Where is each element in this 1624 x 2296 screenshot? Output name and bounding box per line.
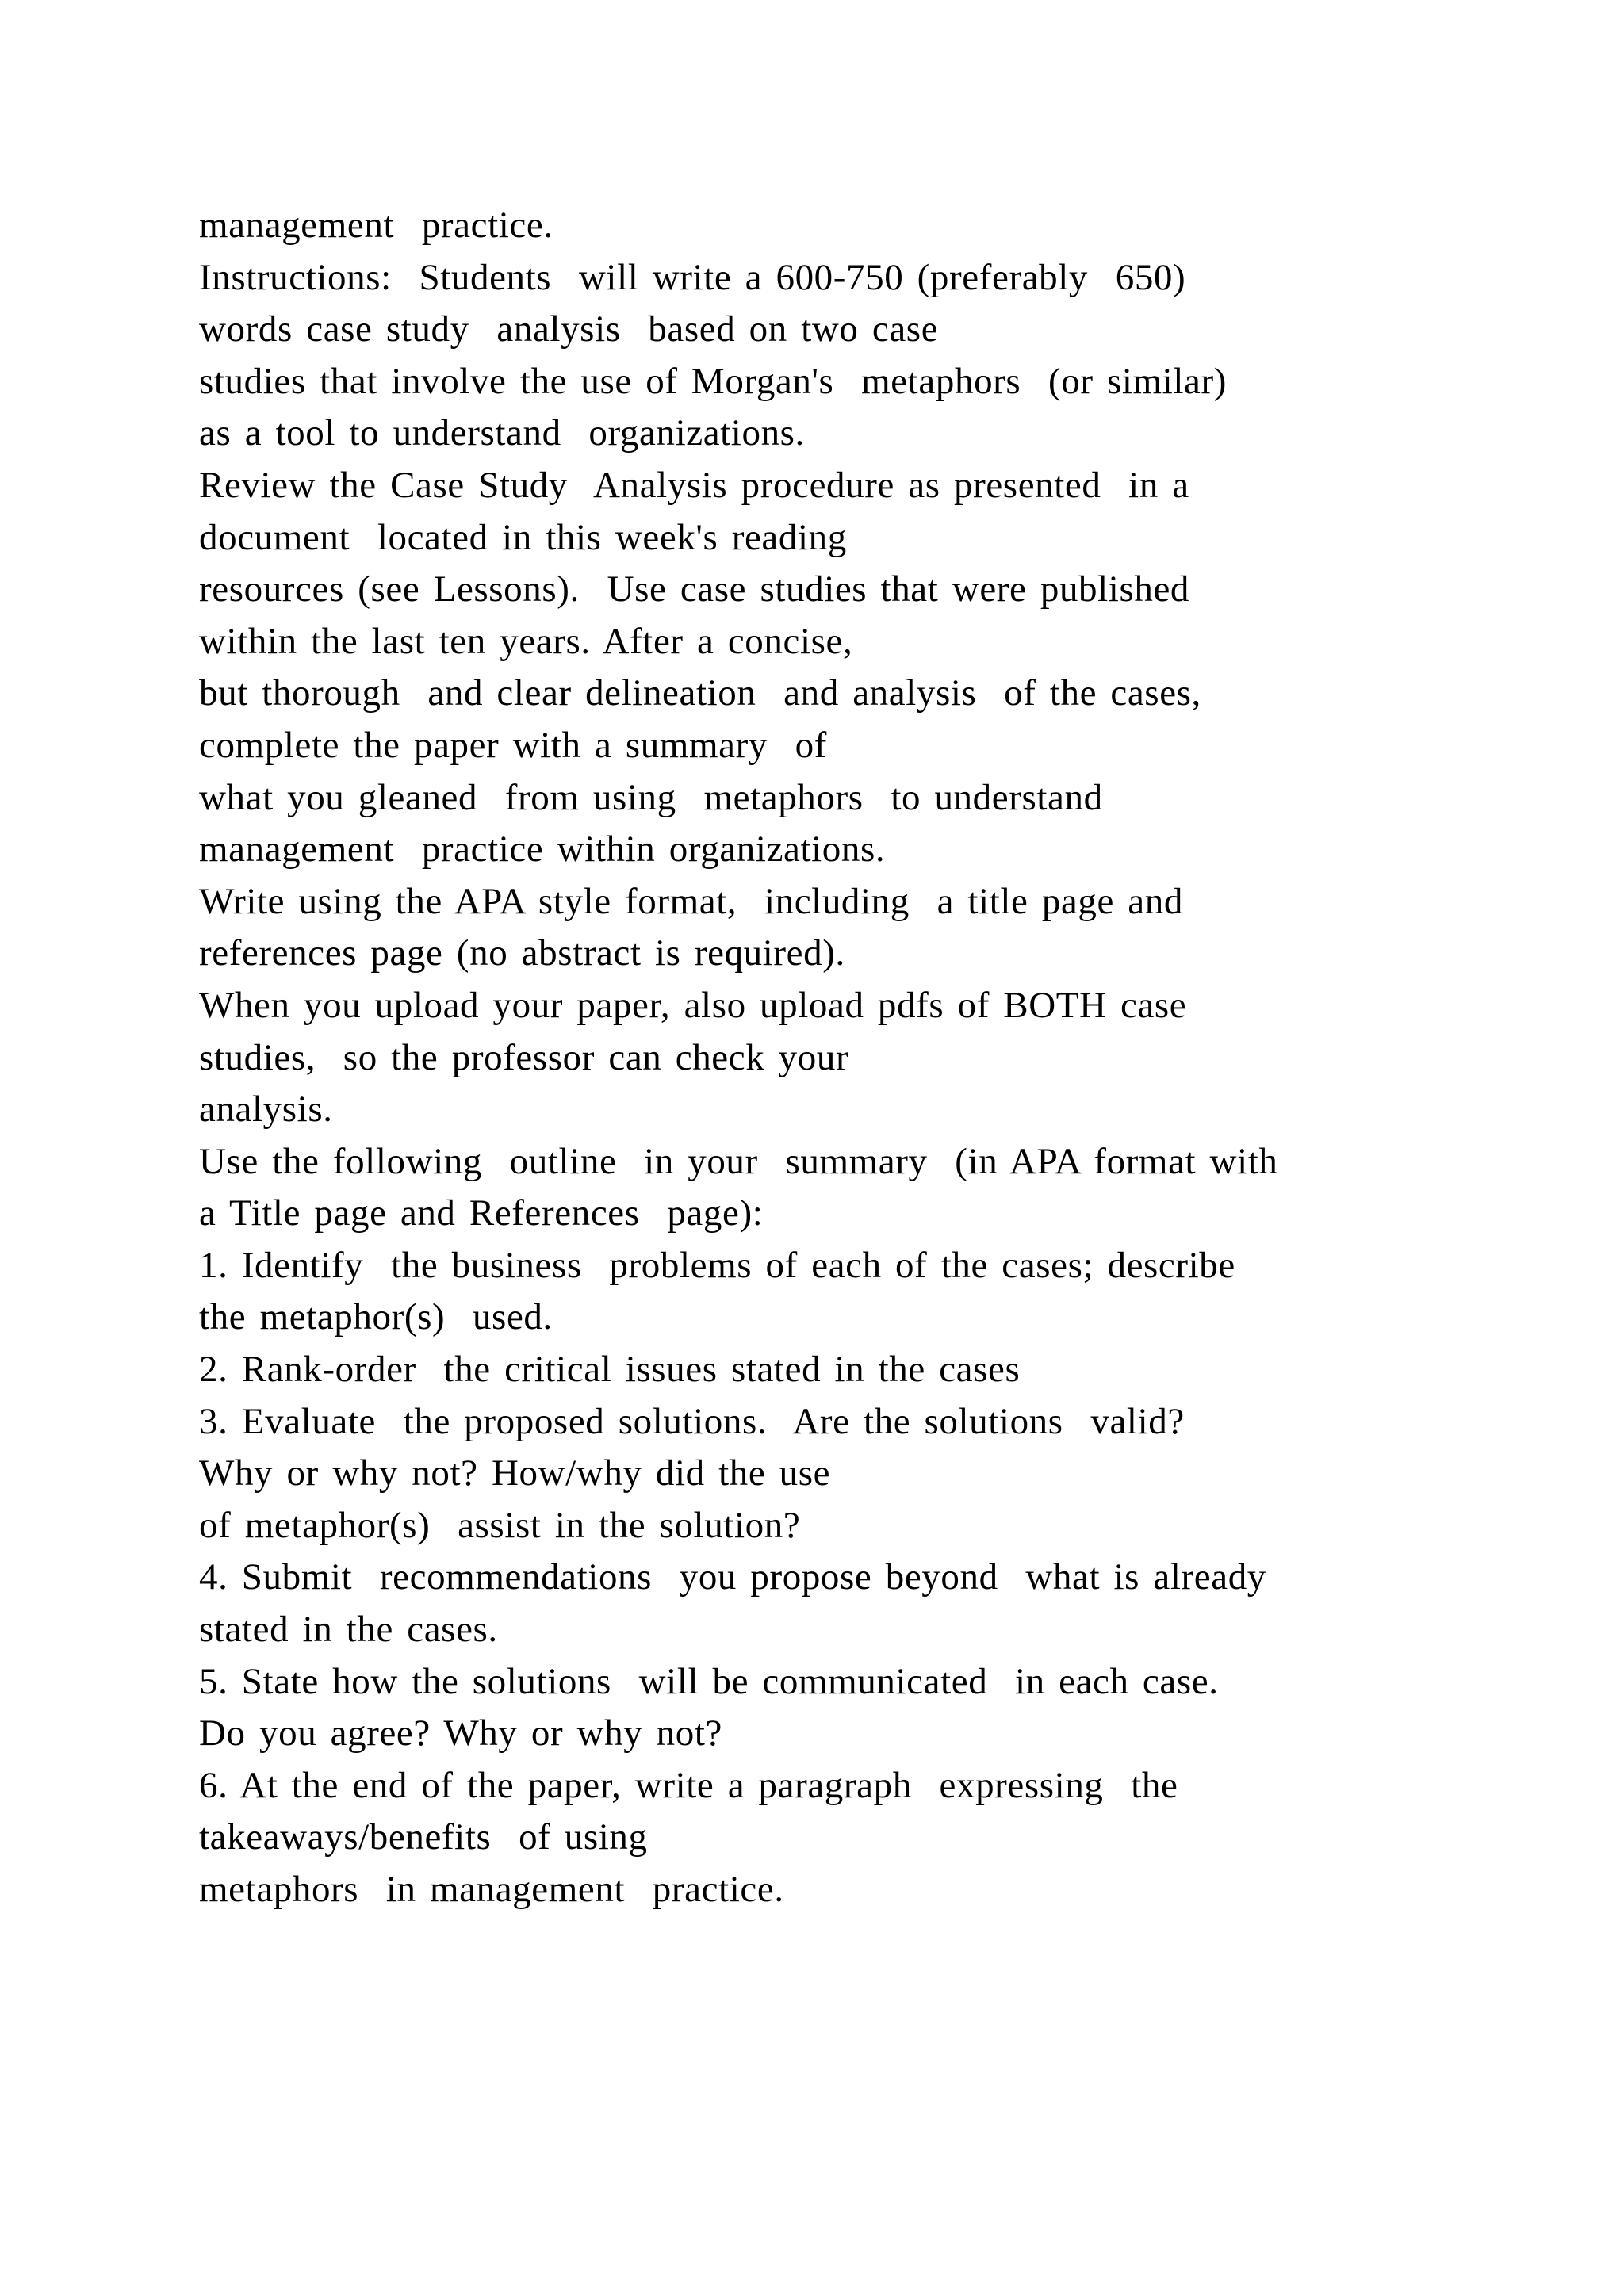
- text-line: management practice.: [199, 205, 553, 246]
- text-line: as a tool to understand organizations.: [199, 412, 805, 454]
- text-line: studies, so the professor can check your: [199, 1036, 849, 1078]
- text-line: Review the Case Study Analysis procedure as presented in a: [199, 464, 1189, 506]
- text-line: complete the paper with a summary of: [199, 724, 827, 766]
- text-line: Instructions: Students will write a 600-750 (preferably 650): [199, 256, 1186, 298]
- text-line: Use the following outline in your summary (in APA format with: [199, 1140, 1278, 1182]
- text-line: a Title page and References page):: [199, 1192, 764, 1234]
- text-line: 3. Evaluate the proposed solutions. Are the solutions valid?: [199, 1400, 1185, 1442]
- text-line: When you upload your paper, also upload pdfs of BOTH case: [199, 984, 1187, 1026]
- text-line: metaphors in management practice.: [199, 1869, 784, 1910]
- text-line: the metaphor(s) used.: [199, 1296, 553, 1338]
- document-body: [199, 200, 1547, 1916]
- text-line: document located in this week's reading: [199, 516, 847, 558]
- text-line: of metaphor(s) assist in the solution?: [199, 1504, 801, 1546]
- text-line: Why or why not? How/why did the use: [199, 1452, 831, 1494]
- text-line: management practice within organizations.: [199, 828, 886, 871]
- text-line: takeaways/benefits of using: [199, 1816, 648, 1858]
- text-line: 4. Submit recommendations you propose beyond what is already: [199, 1556, 1266, 1598]
- text-line: Write using the APA style format, including a title page and: [199, 880, 1183, 922]
- text-line: words case study analysis based on two case: [199, 308, 939, 350]
- text-line: what you gleaned from using metaphors to understand: [199, 776, 1103, 818]
- text-line: 6. At the end of the paper, write a paragraph expressing the: [199, 1764, 1178, 1806]
- text-line: but thorough and clear delineation and analysis of the cases,: [199, 672, 1201, 714]
- text-line: within the last ten years. After a concise,: [199, 620, 853, 662]
- text-line: studies that involve the use of Morgan's metaphors (or similar): [199, 360, 1227, 402]
- text-line: stated in the cases.: [199, 1609, 498, 1651]
- text-line: 5. State how the solutions will be communicated in each case.: [199, 1660, 1219, 1702]
- text-line: resources (see Lessons). Use case studies that were published: [199, 568, 1190, 610]
- text-line: analysis.: [199, 1089, 333, 1131]
- text-line: references page (no abstract is required).: [199, 932, 845, 974]
- text-line: 2. Rank-order the critical issues stated in the cases: [199, 1349, 1021, 1391]
- text-line: Do you agree? Why or why not?: [199, 1712, 722, 1755]
- text-line: 1. Identify the business problems of each of the cases; describe: [199, 1244, 1235, 1286]
